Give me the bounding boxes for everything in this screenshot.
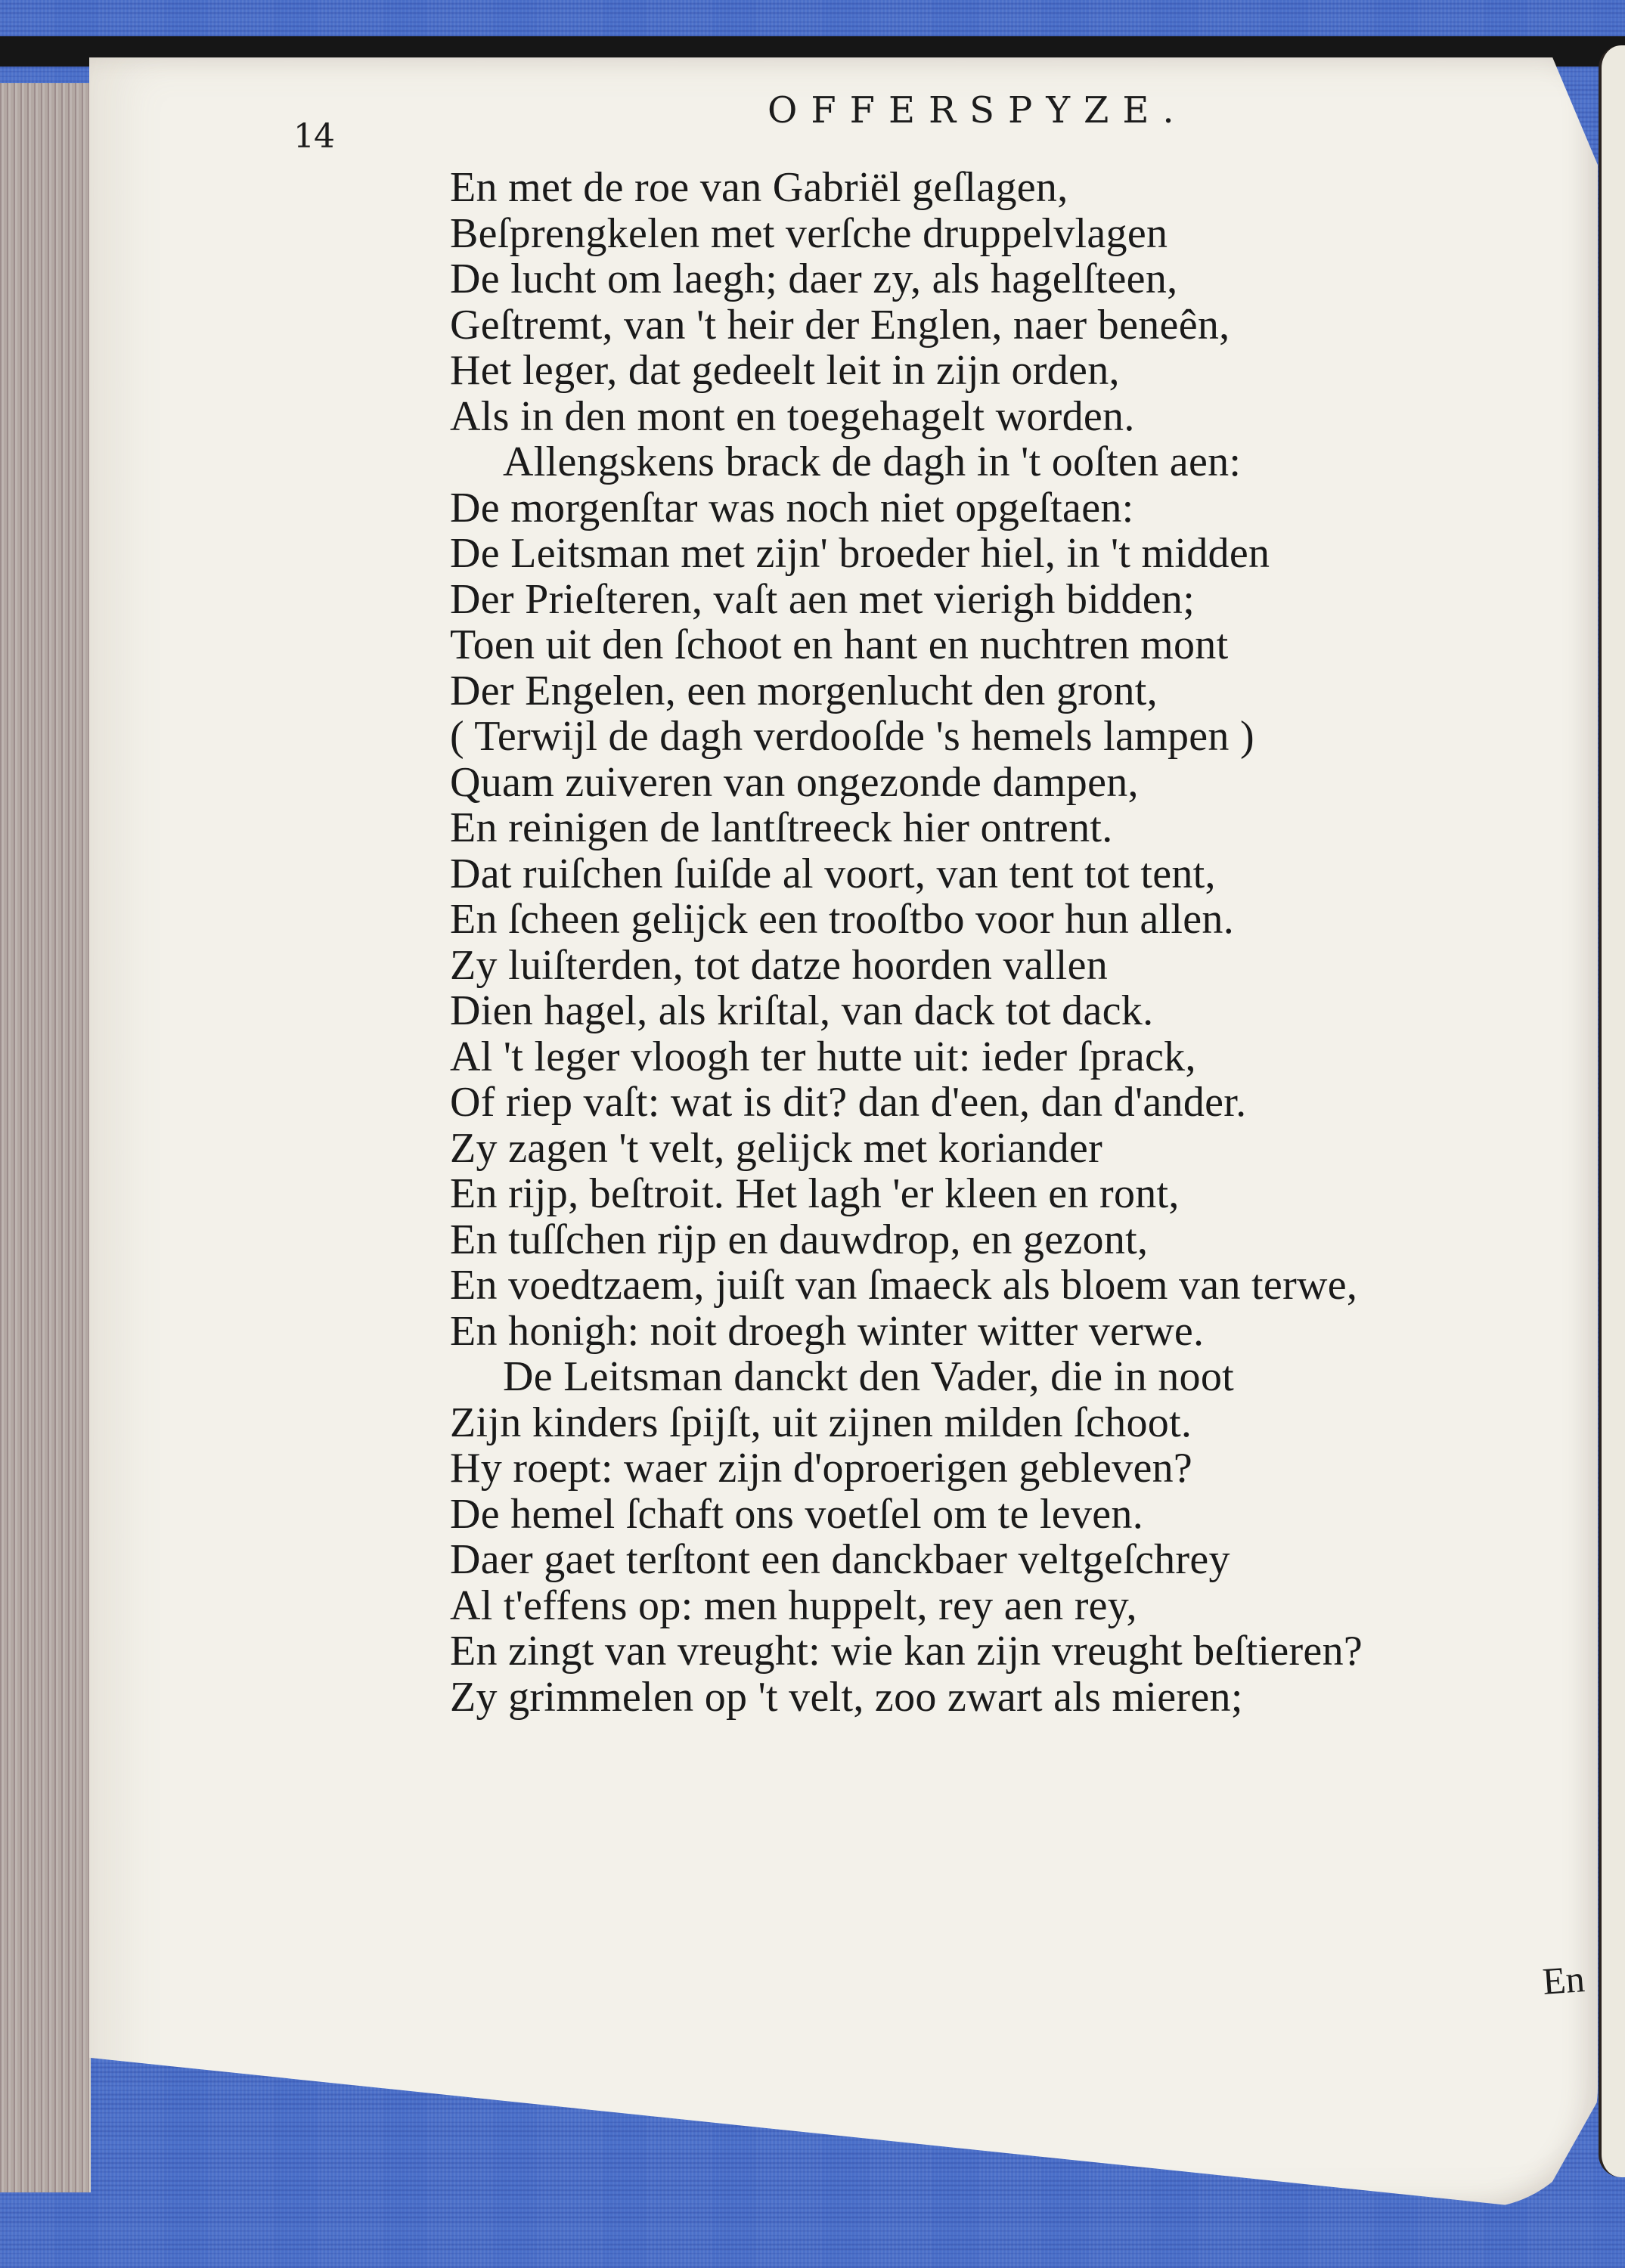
poem-line: De hemel ſchaft ons voetſel om te leven. bbox=[450, 1490, 1144, 1538]
running-title: OFFERSPYZE. bbox=[768, 89, 1188, 132]
poem-line: Quam zuiveren van ongezonde dampen, bbox=[450, 758, 1139, 806]
poem-line: En reinigen de lantſtreeck hier ontrent. bbox=[450, 804, 1113, 851]
poem-line: Geſtremt, van 't heir der Englen, naer beneên, bbox=[450, 301, 1230, 349]
facing-page-edge bbox=[1599, 45, 1625, 2177]
poem-line: Dien hagel, als kriſtal, van dack tot dack. bbox=[450, 987, 1154, 1034]
poem-line: Of riep vaſt: wat is dit? dan d'een, dan d'ander. bbox=[450, 1079, 1247, 1126]
catchword: En bbox=[1541, 1957, 1586, 2003]
page-stack-edge bbox=[0, 83, 91, 2192]
poem-line: De Leitsman met zijn' broeder hiel, in 't midden bbox=[450, 530, 1270, 577]
poem-line: En honigh: noit droegh winter witter verwe. bbox=[450, 1307, 1205, 1355]
poem-line: En tuſſchen rijp en dauwdrop, en gezont, bbox=[450, 1216, 1149, 1263]
poem-line: Beſprengkelen met verſche druppelvlagen bbox=[450, 209, 1168, 257]
poem-line: De Leitsman danckt den Vader, die in noot bbox=[503, 1353, 1234, 1400]
poem-line: Hy roept: waer zijn d'oproerigen gebleven? bbox=[450, 1445, 1193, 1492]
poem-line: De morgenſtar was noch niet opgeſtaen: bbox=[450, 484, 1134, 531]
poem-line: Zy luiſterden, tot datze hoorden vallen bbox=[450, 941, 1109, 989]
poem-line: Der Prieſteren, vaſt aen met vierigh bidden; bbox=[450, 575, 1195, 623]
poem-line: ( Terwijl de dagh verdooſde 's hemels lampen ) bbox=[450, 713, 1254, 760]
poem-text-block bbox=[450, 165, 1363, 1720]
poem-line: Dat ruiſchen ſuiſde al voort, van tent tot tent, bbox=[450, 850, 1216, 897]
poem-line: Zy grimmelen op 't velt, zoo zwart als mieren; bbox=[450, 1673, 1243, 1721]
poem-line: En met de roe van Gabriël geſlagen, bbox=[450, 164, 1068, 211]
poem-line: De lucht om laegh; daer zy, als hagelſteen, bbox=[450, 256, 1178, 302]
poem-line: Zijn kinders ſpijſt, uit zijnen milden ſchoot. bbox=[450, 1399, 1192, 1446]
poem-line: Zy zagen 't velt, gelijck met koriander bbox=[450, 1124, 1103, 1172]
poem-line: Der Engelen, een morgenlucht den gront, bbox=[450, 667, 1158, 714]
poem-line: Toen uit den ſchoot en hant en nuchtren mont bbox=[450, 621, 1229, 668]
poem-line: En voedtzaem, juiſt van ſmaeck als bloem van terwe, bbox=[450, 1262, 1358, 1309]
poem-line: Al t'effens op: men huppelt, rey aen rey, bbox=[450, 1582, 1137, 1629]
poem-line: Als in den mont en toegehagelt worden. bbox=[450, 392, 1135, 440]
poem-line: En rijp, beſtroit. Het lagh 'er kleen en ront, bbox=[450, 1170, 1180, 1217]
poem-line: En ſcheen gelijck een trooſtbo voor hun allen. bbox=[450, 896, 1235, 943]
poem-line: Daer gaet terſtont een danckbaer veltgeſchrey bbox=[450, 1536, 1230, 1583]
page-number: 14 bbox=[293, 117, 334, 156]
poem-line: En zingt van vreught: wie kan zijn vreught beſtieren? bbox=[450, 1628, 1363, 1675]
poem-line: Het leger, dat gedeelt leit in zijn orden, bbox=[450, 347, 1120, 394]
poem-line: Allengskens brack de dagh in 't ooſten aen: bbox=[503, 438, 1242, 485]
poem-line: Al 't leger vloogh ter hutte uit: ieder ſprack, bbox=[450, 1033, 1196, 1080]
